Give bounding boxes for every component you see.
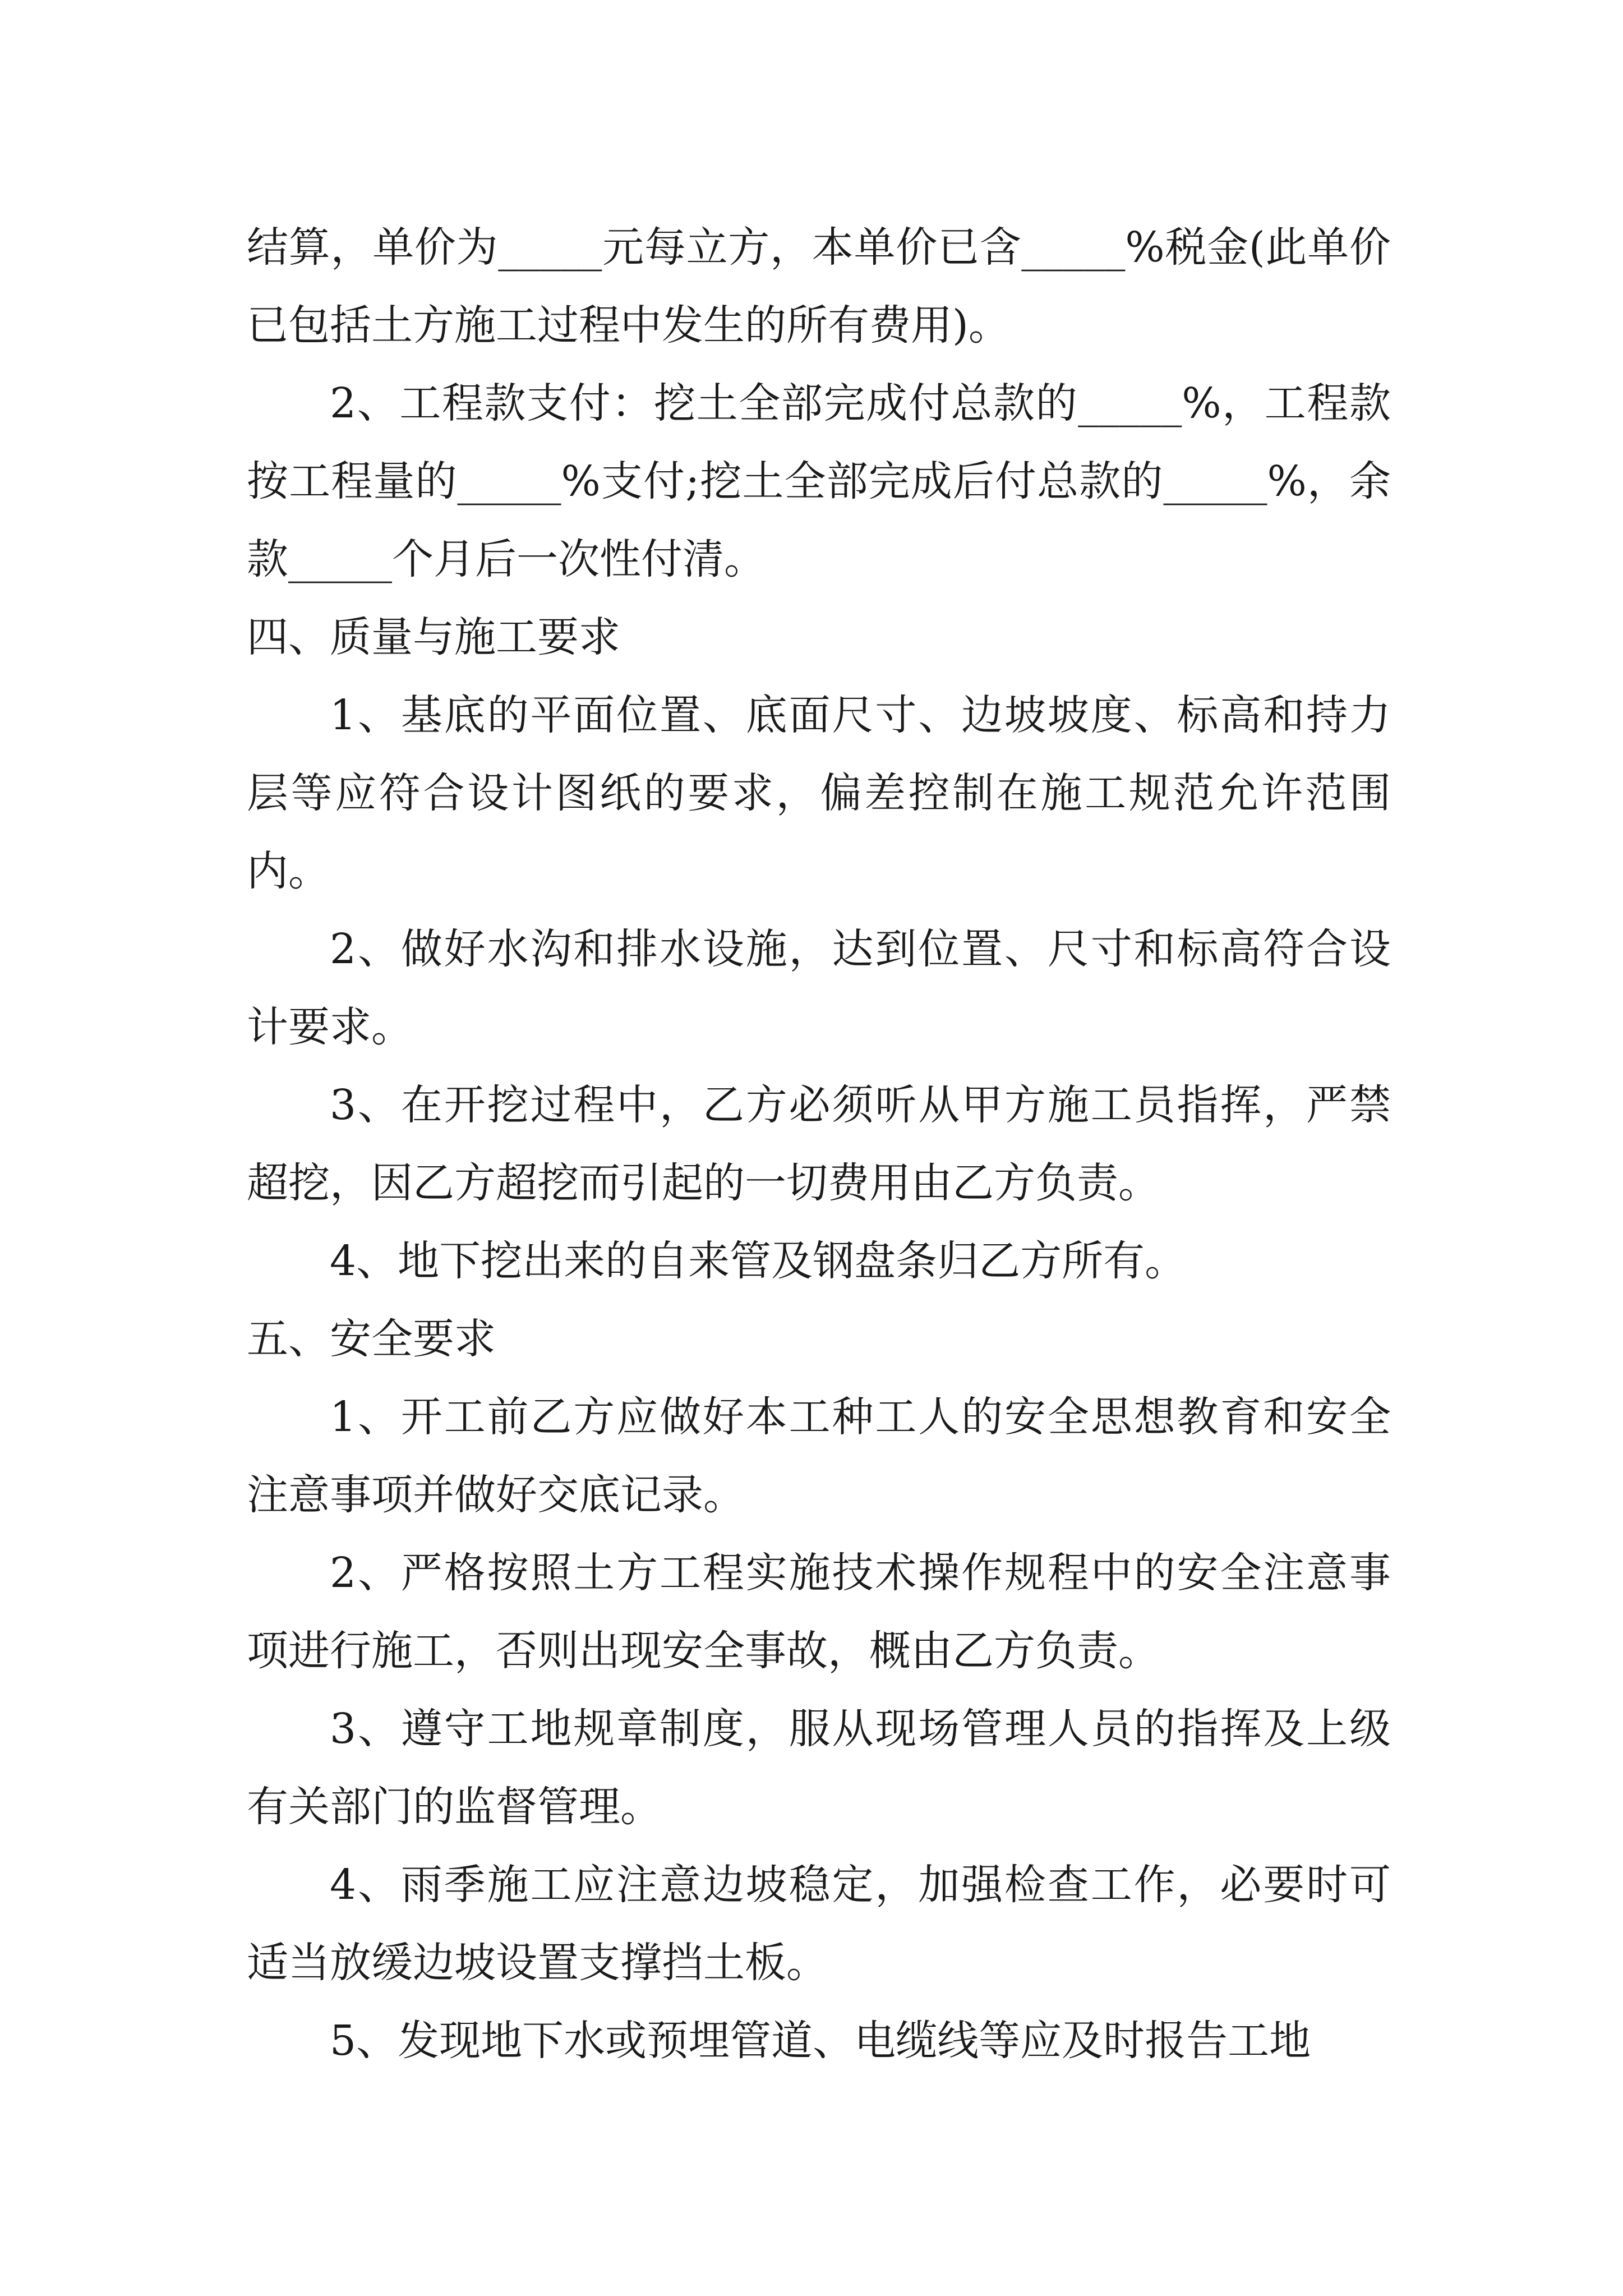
paragraph-payment-terms: 2、工程款支付：挖土全部完成付总款的_____%，工程款按工程量的_____%支付;挖土全部完成后付总款的_____%，余款_____个月后一次性付清。: [247, 379, 1391, 583]
paragraph-safety-5: 5、发现地下水或预埋管道、电缆线等应及时报告工地: [330, 2017, 1311, 2065]
paragraph-quality-4: 4、地下挖出来的自来管及钢盘条归乙方所有。: [330, 1237, 1187, 1285]
paragraph-safety-3: 3、遵守工地规章制度，服从现场管理人员的指挥及上级有关部门的监督管理。: [247, 1705, 1391, 1831]
document-body: [247, 209, 1391, 2080]
paragraph-quality-3: 3、在开挖过程中，乙方必须听从甲方施工员指挥，严禁超挖，因乙方超挖而引起的一切费用由乙方负责。: [247, 1081, 1391, 1207]
paragraph-safety-1: 1、开工前乙方应做好本工种工人的安全思想教育和安全注意事项并做好交底记录。: [247, 1393, 1391, 1519]
paragraph-settlement-price: 结算，单价为_____元每立方，本单价已含_____%税金(此单价已包括土方施工过程中发生的所有费用)。: [247, 223, 1391, 349]
paragraph-quality-1: 1、基底的平面位置、底面尺寸、边坡坡度、标高和持力层等应符合设计图纸的要求，偏差控制在施工规范允许范围内。: [247, 691, 1391, 895]
paragraph-safety-2: 2、严格按照土方工程实施技术操作规程中的安全注意事项进行施工，否则出现安全事故，概由乙方负责。: [247, 1549, 1391, 1675]
paragraph-safety-4: 4、雨季施工应注意边坡稳定，加强检查工作，必要时可适当放缓边坡设置支撑挡土板。: [247, 1861, 1391, 1987]
section-heading-quality: 四、质量与施工要求: [247, 613, 620, 661]
paragraph-quality-2: 2、做好水沟和排水设施，达到位置、尺寸和标高符合设计要求。: [247, 925, 1391, 1051]
section-heading-safety: 五、安全要求: [247, 1315, 496, 1363]
